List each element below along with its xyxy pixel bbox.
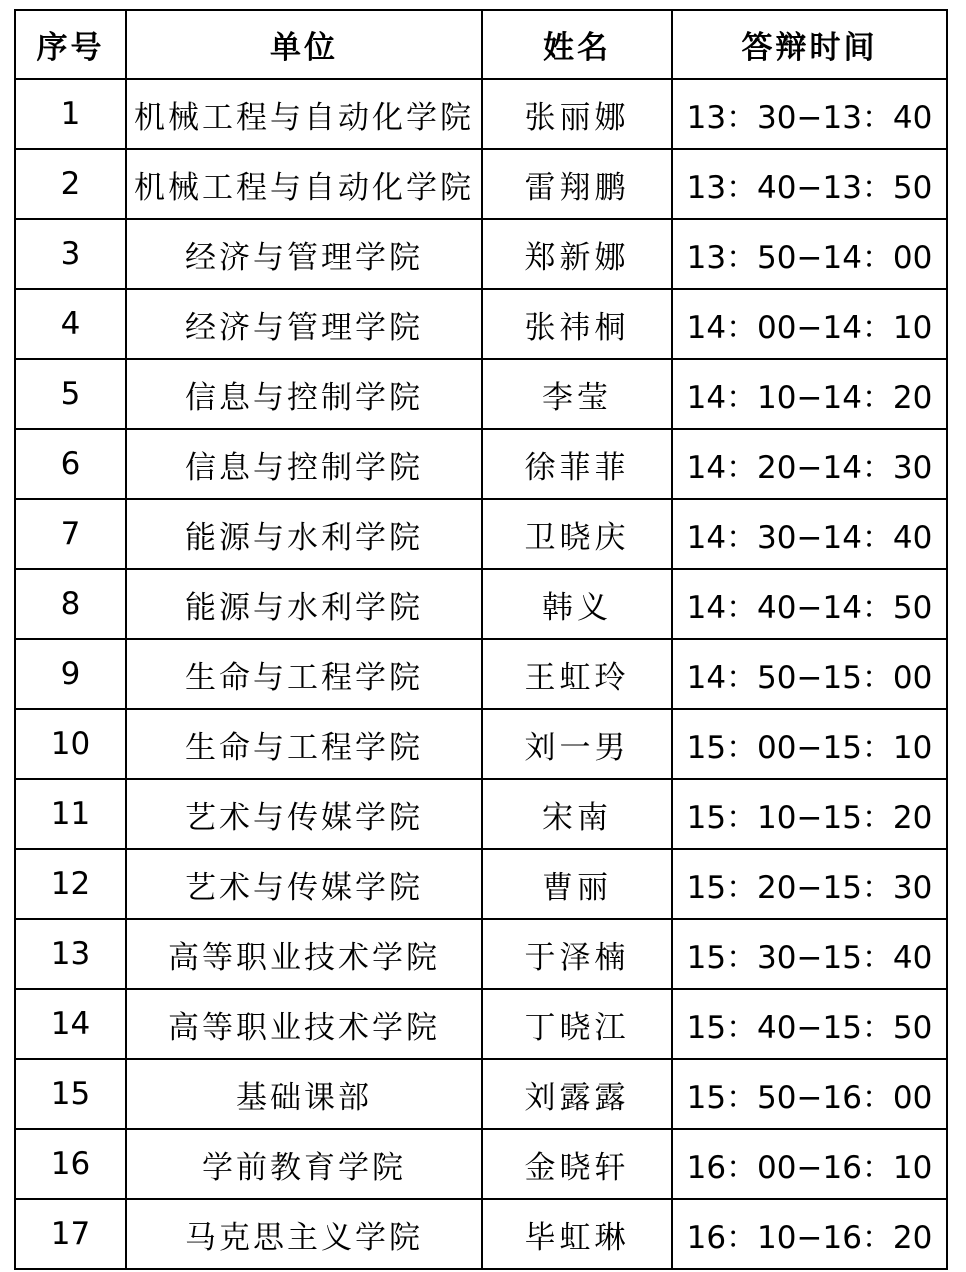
cell-unit: 基础课部	[126, 1059, 482, 1129]
table-row	[15, 849, 947, 919]
table-row	[15, 149, 947, 219]
defense-schedule-table	[14, 9, 948, 1270]
cell-no: 10	[15, 709, 126, 779]
cell-no: 17	[15, 1199, 126, 1269]
cell-unit: 能源与水利学院	[126, 499, 482, 569]
cell-no: 4	[15, 289, 126, 359]
table-row	[15, 1059, 947, 1129]
cell-unit: 能源与水利学院	[126, 569, 482, 639]
table-row	[15, 779, 947, 849]
cell-unit: 学前教育学院	[126, 1129, 482, 1199]
cell-unit: 高等职业技术学院	[126, 989, 482, 1059]
cell-time: 15：00−15：10	[672, 709, 947, 779]
header-no: 序号	[15, 10, 126, 79]
cell-time: 14：00−14：10	[672, 289, 947, 359]
cell-no: 8	[15, 569, 126, 639]
cell-unit: 艺术与传媒学院	[126, 849, 482, 919]
cell-no: 2	[15, 149, 126, 219]
cell-time: 14：50−15：00	[672, 639, 947, 709]
table-row	[15, 359, 947, 429]
cell-name: 王虹玲	[482, 639, 672, 709]
table-row	[15, 1129, 947, 1199]
cell-unit: 艺术与传媒学院	[126, 779, 482, 849]
table-row	[15, 1199, 947, 1269]
table-row	[15, 79, 947, 149]
cell-no: 7	[15, 499, 126, 569]
cell-name: 韩义	[482, 569, 672, 639]
cell-time: 15：50−16：00	[672, 1059, 947, 1129]
cell-unit: 生命与工程学院	[126, 709, 482, 779]
cell-name: 卫晓庆	[482, 499, 672, 569]
header-unit: 单位	[126, 10, 482, 79]
cell-no: 11	[15, 779, 126, 849]
table-body	[15, 79, 947, 1269]
cell-no: 16	[15, 1129, 126, 1199]
cell-unit: 马克思主义学院	[126, 1199, 482, 1269]
table-row	[15, 219, 947, 289]
cell-no: 3	[15, 219, 126, 289]
cell-no: 12	[15, 849, 126, 919]
cell-unit: 生命与工程学院	[126, 639, 482, 709]
cell-name: 刘一男	[482, 709, 672, 779]
cell-unit: 经济与管理学院	[126, 219, 482, 289]
cell-name: 郑新娜	[482, 219, 672, 289]
cell-name: 徐菲菲	[482, 429, 672, 499]
cell-name: 刘露露	[482, 1059, 672, 1129]
cell-time: 14：40−14：50	[672, 569, 947, 639]
table-row	[15, 709, 947, 779]
cell-no: 9	[15, 639, 126, 709]
table-header-row	[15, 10, 947, 79]
table-row	[15, 989, 947, 1059]
cell-name: 曹丽	[482, 849, 672, 919]
table-row	[15, 289, 947, 359]
table-row	[15, 569, 947, 639]
cell-no: 15	[15, 1059, 126, 1129]
cell-name: 毕虹琳	[482, 1199, 672, 1269]
cell-no: 1	[15, 79, 126, 149]
table-row	[15, 499, 947, 569]
cell-time: 13：50−14：00	[672, 219, 947, 289]
cell-time: 16：00−16：10	[672, 1129, 947, 1199]
cell-name: 雷翔鹏	[482, 149, 672, 219]
cell-time: 13：40−13：50	[672, 149, 947, 219]
table-row	[15, 919, 947, 989]
cell-time: 15：40−15：50	[672, 989, 947, 1059]
cell-time: 15：10−15：20	[672, 779, 947, 849]
cell-no: 5	[15, 359, 126, 429]
cell-time: 15：20−15：30	[672, 849, 947, 919]
cell-unit: 机械工程与自动化学院	[126, 149, 482, 219]
cell-time: 14：20−14：30	[672, 429, 947, 499]
cell-no: 6	[15, 429, 126, 499]
table-row	[15, 639, 947, 709]
cell-time: 15：30−15：40	[672, 919, 947, 989]
table-row	[15, 429, 947, 499]
cell-unit: 经济与管理学院	[126, 289, 482, 359]
cell-name: 金晓轩	[482, 1129, 672, 1199]
cell-name: 丁晓江	[482, 989, 672, 1059]
cell-unit: 信息与控制学院	[126, 359, 482, 429]
cell-time: 14：10−14：20	[672, 359, 947, 429]
cell-unit: 信息与控制学院	[126, 429, 482, 499]
cell-name: 李莹	[482, 359, 672, 429]
header-time: 答辩时间	[672, 10, 947, 79]
header-name: 姓名	[482, 10, 672, 79]
cell-unit: 高等职业技术学院	[126, 919, 482, 989]
cell-name: 宋南	[482, 779, 672, 849]
cell-unit: 机械工程与自动化学院	[126, 79, 482, 149]
cell-name: 于泽楠	[482, 919, 672, 989]
cell-time: 16：10−16：20	[672, 1199, 947, 1269]
cell-time: 13：30−13：40	[672, 79, 947, 149]
cell-no: 14	[15, 989, 126, 1059]
cell-name: 张祎桐	[482, 289, 672, 359]
cell-time: 14：30−14：40	[672, 499, 947, 569]
cell-no: 13	[15, 919, 126, 989]
cell-name: 张丽娜	[482, 79, 672, 149]
